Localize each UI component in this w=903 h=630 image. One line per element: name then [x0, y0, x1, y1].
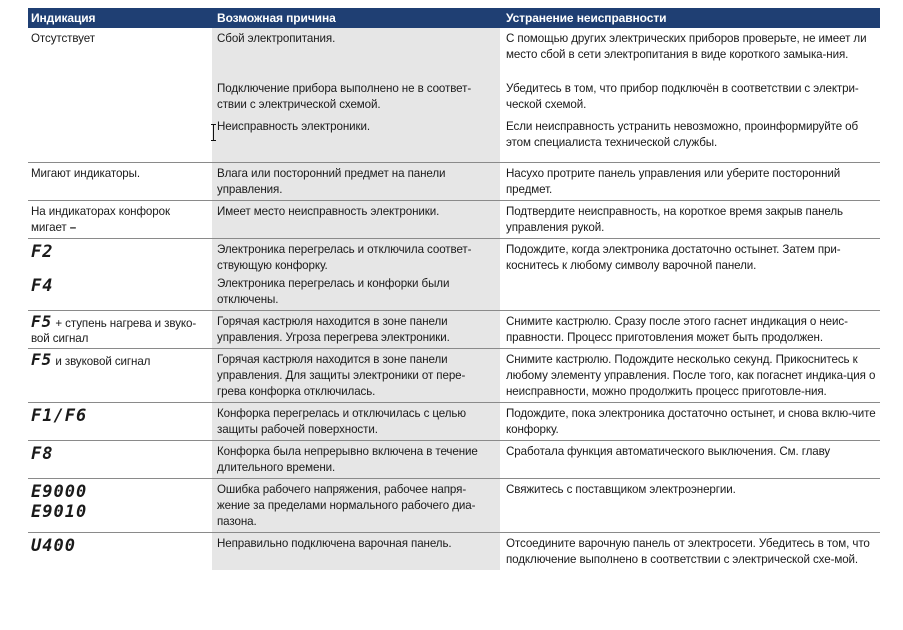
- cause-cell: Конфорка перегрелась и отключилась с целью защиты рабочей поверхности.: [212, 403, 500, 440]
- remedy-cell: Насухо протрите панель управления или уберите посторонний предмет.: [506, 167, 841, 196]
- cause-cell: Ошибка рабочего напряжения, рабочее напря-жение за пределами нормального рабочего диа-пазона.: [212, 479, 500, 532]
- indication-cell: [28, 479, 212, 532]
- indication-suffix: и звуковой сигнал: [55, 355, 151, 368]
- header-indication: Индикация: [28, 8, 212, 28]
- cause-cell: Горячая кастрюля находится в зоне панели управления. Угроза перегрева электроники.: [212, 311, 500, 348]
- header-remedy: Устранение неисправности: [500, 8, 880, 28]
- indication-cell: [28, 349, 212, 402]
- table-row: [28, 163, 880, 201]
- table-row: [28, 201, 880, 239]
- error-code: U400: [31, 536, 76, 556]
- remedy-cell: Снимите кастрюлю. Подождите несколько секунд. Прикоснитесь к любому элементу управления. После того, как погаснет индика-ция о неисправности, можно продолжить процесс приготовле-ния.: [506, 353, 876, 398]
- cause-cell: Имеет место неисправность электроники.: [212, 201, 500, 238]
- indication-cell: [28, 239, 212, 310]
- indication-cell: [28, 201, 212, 238]
- table-row: [28, 533, 880, 570]
- table-row: [28, 479, 880, 533]
- remedy-text: Убедитесь в том, что прибор подключён в соответствии с электри-ческой схемой.: [506, 82, 859, 111]
- remedy-cell: [500, 28, 880, 162]
- indication-cell: [28, 441, 212, 478]
- cause-text: Подключение прибора выполнено не в соответ-ствии с электрической схемой.: [217, 82, 472, 111]
- error-code: F5: [31, 312, 53, 331]
- cause-cell: Влага или посторонний предмет на панели управления.: [212, 163, 500, 200]
- header-cause: Возможная причина: [212, 8, 500, 28]
- error-code: E9010: [31, 502, 88, 522]
- error-code: F1/F6: [31, 406, 88, 426]
- remedy-cell: Подождите, когда электроника достаточно остынет. Затем при-коснитесь к любому символу варочной панели.: [506, 243, 841, 272]
- cause-cell: [212, 239, 500, 310]
- indication-suffix: + ступень нагрева и звуко-вой сигнал: [31, 317, 197, 345]
- troubleshooting-table: [28, 8, 880, 570]
- remedy-cell: Снимите кастрюлю. Сразу после этого гаснет индикация о неис-правности. Процесс приготовления может быть продолжен.: [506, 315, 848, 344]
- cause-text: Сбой электропитания.: [217, 32, 336, 45]
- cause-text: Электроника перегрелась и отключила соответ-ствующую конфорку.: [217, 243, 472, 272]
- remedy-cell: Подождите, пока электроника достаточно остынет, и снова вклю-чите конфорку.: [506, 407, 876, 436]
- cause-cell: [212, 28, 500, 162]
- table-row: [28, 349, 880, 403]
- remedy-cell: Отсоедините варочную панель от электросети. Убедитесь в том, что подключение выполнено в соответствии с электрической схе-мой.: [506, 537, 870, 566]
- table-row: [28, 311, 880, 349]
- error-code: F5: [31, 350, 53, 369]
- error-code: E9000: [31, 482, 88, 502]
- error-code: F8: [31, 444, 54, 464]
- indication-cell: [28, 533, 212, 570]
- table-row: [28, 403, 880, 441]
- indication-cell: Отсутствует: [31, 32, 95, 45]
- table-row: [28, 239, 880, 311]
- indication-text: На индикаторах конфорок мигает: [31, 205, 170, 234]
- text-cursor-icon: [211, 124, 217, 141]
- table-row: [28, 441, 880, 479]
- remedy-cell: Свяжитесь с поставщиком электроэнергии.: [506, 483, 736, 496]
- remedy-cell: Сработала функция автоматического выключения. См. главу: [506, 445, 831, 458]
- error-code: F4: [31, 276, 54, 296]
- cause-cell: Конфорка была непрерывно включена в течение длительного времени.: [212, 441, 500, 478]
- cause-cell: Горячая кастрюля находится в зоне панели управления. Для защиты электроники от пере-грева конфорка отключилась.: [212, 349, 500, 402]
- dash-symbol: –: [69, 221, 77, 234]
- indication-cell: Мигают индикаторы.: [31, 167, 140, 180]
- indication-cell: [28, 311, 212, 348]
- cause-cell: Неправильно подключена варочная панель.: [212, 533, 500, 570]
- cause-text: Неисправность электроники.: [217, 120, 370, 133]
- table-row: [28, 28, 880, 163]
- error-code: F2: [31, 242, 54, 262]
- remedy-text: Если неисправность устранить невозможно, проинформируйте об этом специалиста технической службы.: [506, 120, 859, 149]
- remedy-text: С помощью других электрических приборов проверьте, не имеет ли место сбой в сети электропитания в виде короткого замыка-ния.: [506, 32, 867, 61]
- cause-text: Электроника перегрелась и конфорки были отключены.: [217, 277, 450, 306]
- table-header: [28, 8, 880, 28]
- remedy-cell: Подтвердите неисправность, на короткое время закрыв панель управления рукой.: [506, 205, 843, 234]
- indication-cell: [28, 403, 212, 440]
